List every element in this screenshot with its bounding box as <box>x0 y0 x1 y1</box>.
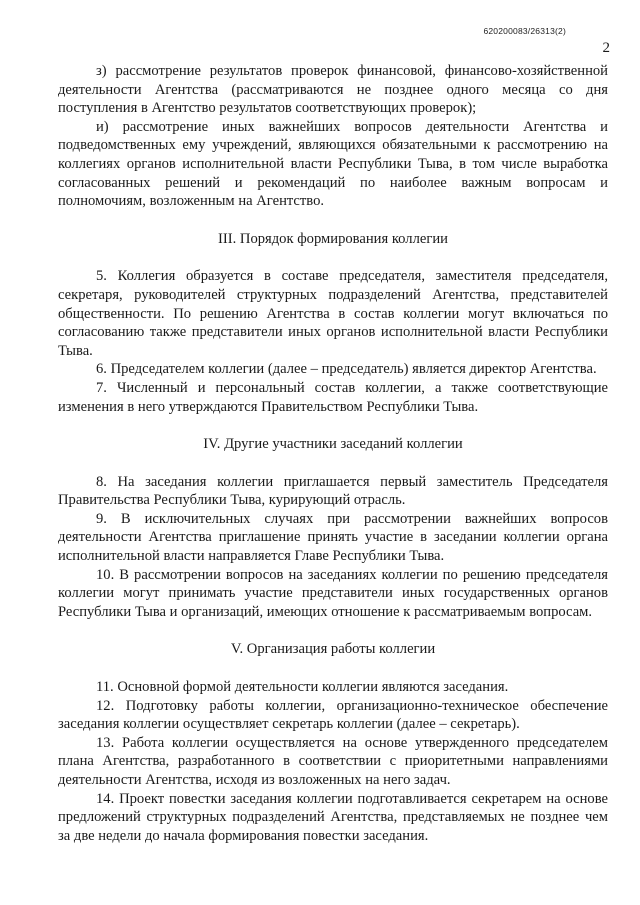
section-5-title: V. Организация работы коллегии <box>230 641 436 658</box>
paragraph-10: 10. В рассмотрении вопросов на заседаниях коллегии по решению председателя коллегии могут принимать участие представители иных государственных органов Республики Тыва и организаций, имеющих отношение к рассматриваемым вопросам. <box>58 566 608 620</box>
paragraph-i: и) рассмотрение иных важнейших вопросов деятельности Агентства и подведомственных ему учреждений, являющихся обязательными к рассмотрению на коллегиях органов исполнительной власти Республики Тыва, в том числе выработка согласованных решений и рекомендаций по наиболее важным вопросам и полномочиям, возложенным на Агентство. <box>58 118 608 210</box>
paragraph-7: 7. Численный и персональный состав коллегии, а также соответствующие изменения в него утверждаются Правительством Республики Тыва. <box>58 379 608 415</box>
section-4-title: IV. Другие участники заседаний коллегии <box>203 436 463 453</box>
paragraph-12: 12. Подготовку работы коллегии, организационно-техническое обеспечение заседания коллегии осуществляет секретарь коллегии (далее – секретарь). <box>58 697 608 733</box>
page-number: 2 <box>602 40 610 56</box>
paragraph-8: 8. На заседания коллегии приглашается первый заместитель Председателя Правительства Республики Тыва, курирующий отрасль. <box>58 473 608 509</box>
section-3-heading-block <box>58 230 608 249</box>
paragraph-9: 9. В исключительных случаях при рассмотрении важнейших вопросов деятельности Агентства приглашение принять участие в заседании коллегии органа исполнительной власти направляется Главе Республики Тыва. <box>58 510 608 565</box>
section-3-title: III. Порядок формирования коллегии <box>218 230 448 247</box>
document-body <box>58 62 608 845</box>
paragraph-14: 14. Проект повестки заседания коллегии подготавливается секретарем на основе предложений структурных подразделений Агентства, представляемых не позднее чем за две недели до начала формирования повестки заседания. <box>58 790 608 844</box>
section-4-heading-block <box>58 435 608 454</box>
paragraph-z: з) рассмотрение результатов проверок финансовой, финансово-хозяйственной деятельности Агентства (рассматриваются не позднее одного месяца со дня поступления в Агентство результатов соответствующих проверок); <box>58 63 608 117</box>
paragraph-6: 6. Председателем коллегии (далее – председатель) является директор Агентства. <box>96 361 597 378</box>
paragraph-13: 13. Работа коллегии осуществляется на основе утвержденного председателем плана Агентства, разработанного в соответствии с приоритетными направлениями деятельности Агентства, исходя из возложенных на него задач. <box>58 734 608 788</box>
section-5-heading-block <box>58 640 608 659</box>
document-id: 620200083/26313(2) <box>483 26 566 36</box>
paragraph-5: 5. Коллегия образуется в составе председателя, заместителя председателя, секретаря, руководителей структурных подразделений Агентства, представителей общественности. По решению Агентства в состав коллегии могут включаться по согласованию также представители иных органов исполнительной власти Республики Тыва. <box>58 268 608 359</box>
paragraph-11: 11. Основной формой деятельности коллегии являются заседания. <box>96 679 509 696</box>
